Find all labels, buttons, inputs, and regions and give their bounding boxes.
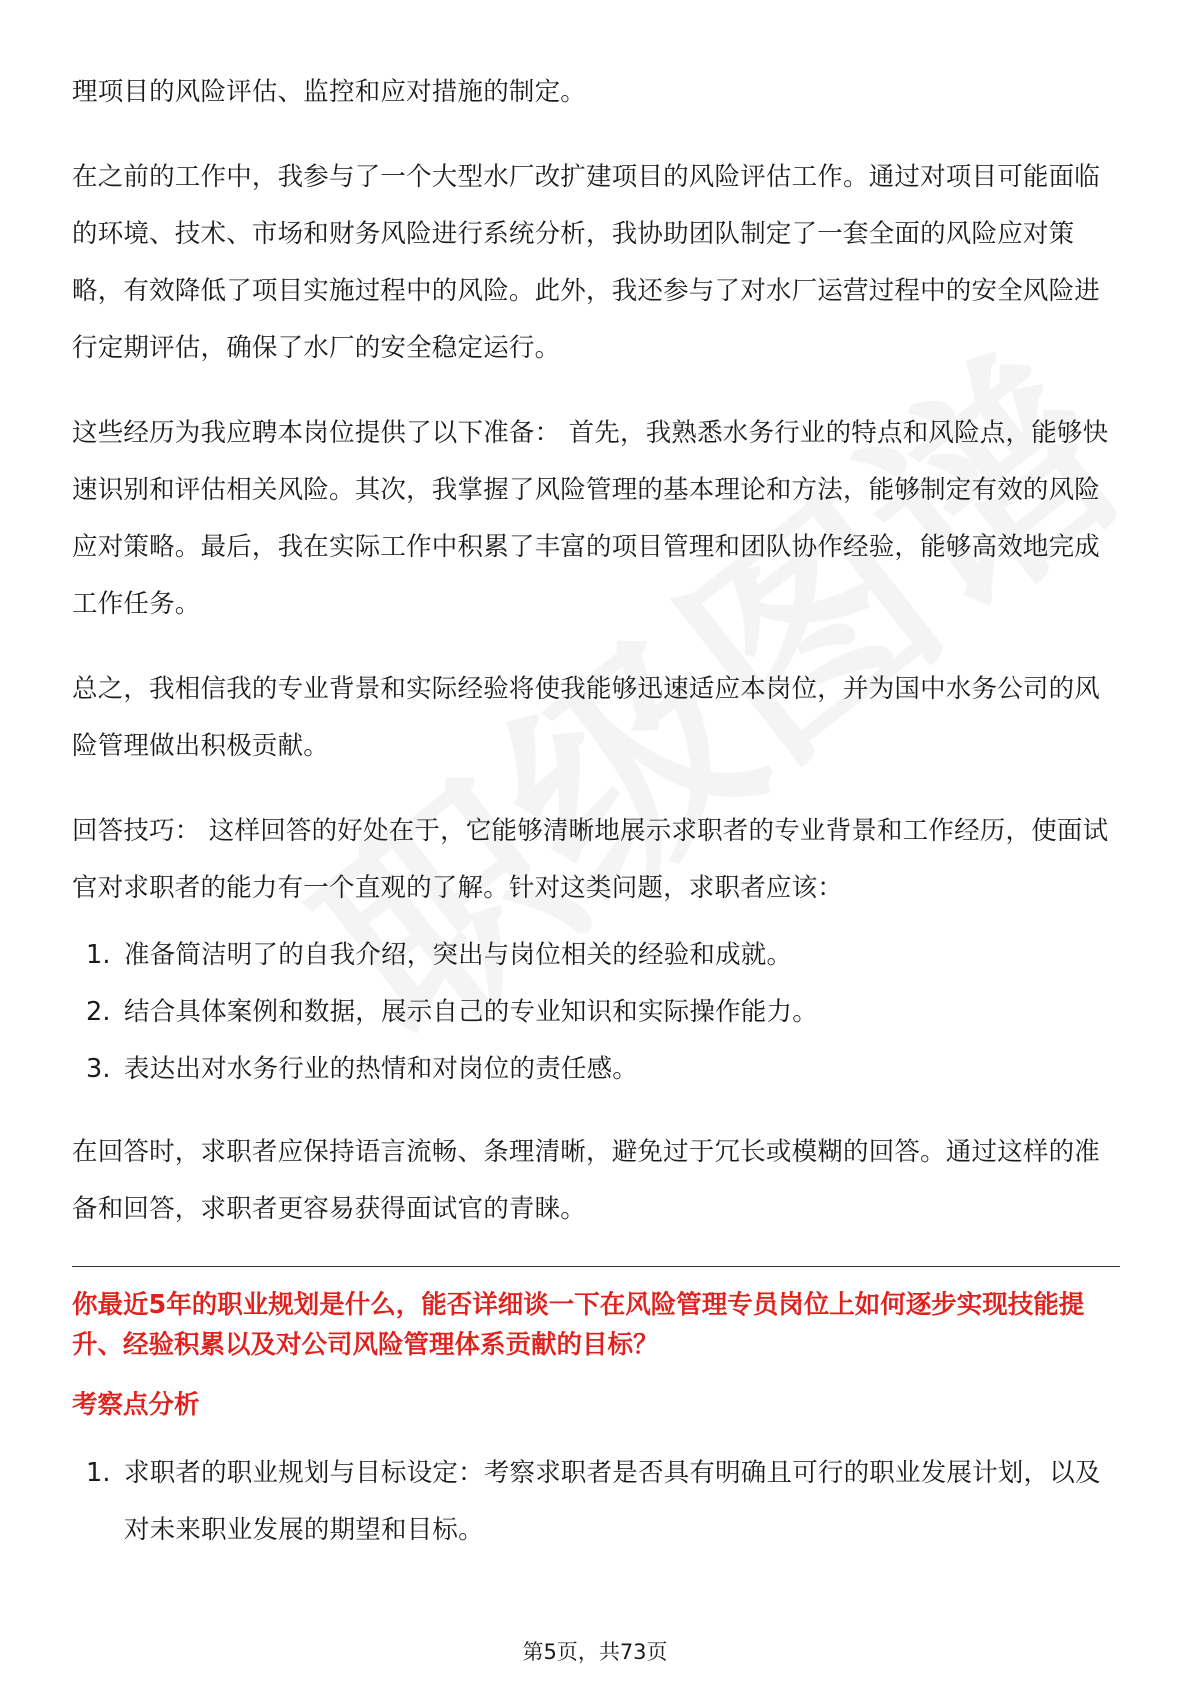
list-item-text: 结合具体案例和数据，展示自己的专业知识和实际操作能力。	[124, 997, 818, 1027]
list-item	[72, 984, 1120, 1041]
list-item	[72, 1041, 1120, 1098]
list-item	[72, 1445, 1120, 1559]
analysis-heading: 考察点分析	[72, 1390, 200, 1420]
paragraph-continuation: 理项目的风险评估、监控和应对措施的制定。	[72, 77, 587, 107]
list-item-text: 求职者的职业规划与目标设定：考察求职者是否具有明确且可行的职业发展计划，以及对未来职业发展的期望和目标。	[124, 1458, 1101, 1545]
list-item-number: 2.	[86, 997, 111, 1027]
paragraph-experience: 在之前的工作中，我参与了一个大型水厂改扩建项目的风险评估工作。通过对项目可能面临的环境、技术、市场和财务风险进行系统分析，我协助团队制定了一套全面的风险应对策略，有效降低了项目实施过程中的风险。此外，我还参与了对水厂运营过程中的安全风险进行定期评估，确保了水厂的安全稳定运行。	[72, 162, 1101, 363]
paragraph-conclusion: 总之，我相信我的专业背景和实际经验将使我能够迅速适应本岗位，并为国中水务公司的风险管理做出积极贡献。	[72, 674, 1101, 761]
list-item-number: 1.	[86, 940, 111, 970]
analysis-list	[72, 1445, 1120, 1559]
list-item	[72, 927, 1120, 984]
paragraph-preparation: 这些经历为我应聘本岗位提供了以下准备： 首先，我熟悉水务行业的特点和风险点，能够快速识别和评估相关风险。其次，我掌握了风险管理的基本理论和方法，能够制定有效的风险应对策略。最后，我在实际工作中积累了丰富的项目管理和团队协作经验，能够高效地完成工作任务。	[72, 418, 1109, 619]
paragraph-closing: 在回答时，求职者应保持语言流畅、条理清晰，避免过于冗长或模糊的回答。通过这样的准备和回答，求职者更容易获得面试官的青睐。	[72, 1137, 1101, 1224]
list-item-number: 1.	[86, 1458, 111, 1488]
tips-list	[72, 927, 1120, 1098]
interview-question: 你最近5年的职业规划是什么，能否详细谈一下在风险管理专员岗位上如何逐步实现技能提升、经验积累以及对公司风险管理体系贡献的目标？	[72, 1290, 1085, 1360]
list-item-number: 3.	[86, 1054, 111, 1084]
paragraph-answer-tips: 回答技巧： 这样回答的好处在于，它能够清晰地展示求职者的专业背景和工作经历，使面试官对求职者的能力有一个直观的了解。针对这类问题，求职者应该：	[72, 816, 1109, 903]
list-item-text: 准备简洁明了的自我介绍，突出与岗位相关的经验和成就。	[124, 940, 793, 970]
document-page	[72, 64, 1120, 1585]
section-divider	[72, 1266, 1120, 1267]
page-footer: 第5页，共73页	[522, 1640, 668, 1664]
list-item-text: 表达出对水务行业的热情和对岗位的责任感。	[124, 1054, 639, 1084]
